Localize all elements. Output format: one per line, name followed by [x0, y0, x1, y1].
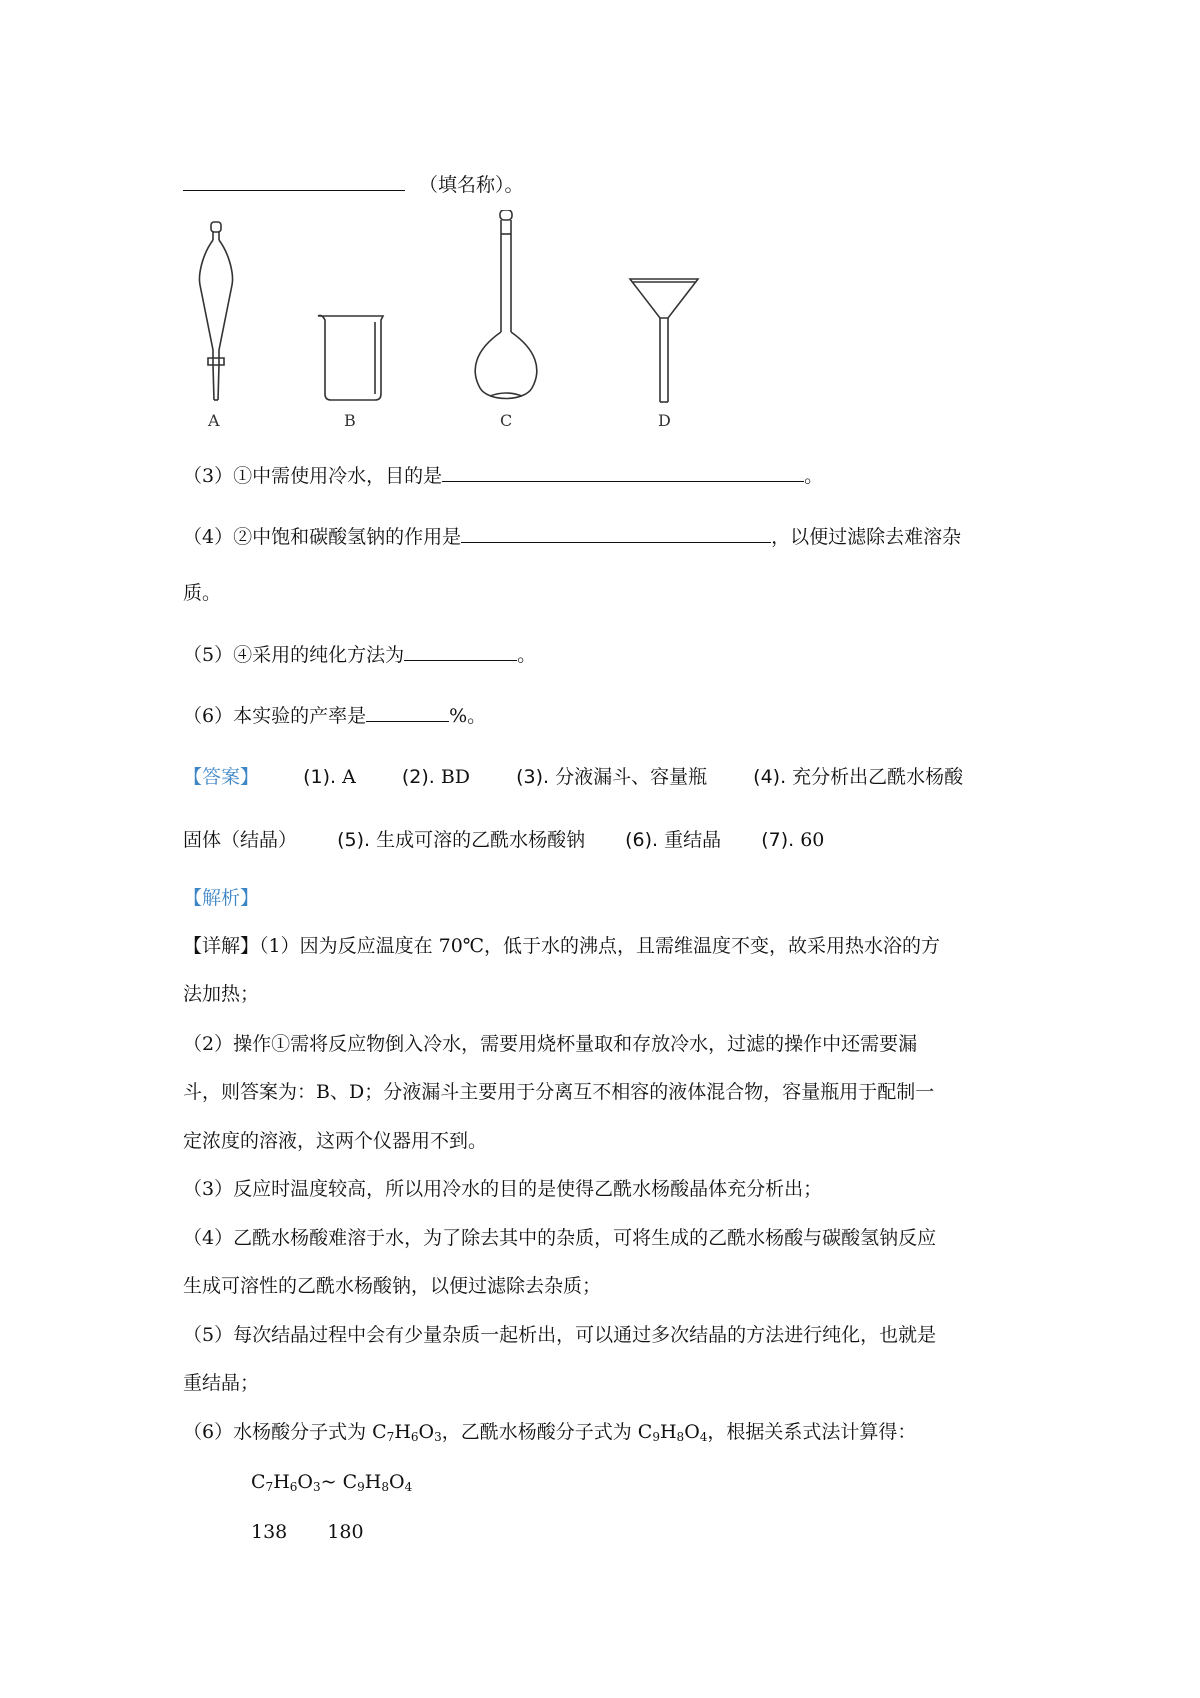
answer-2: BD: [440, 766, 471, 788]
label-d: D: [658, 411, 671, 430]
analysis-p5b: 重结晶；: [183, 1372, 260, 1394]
analysis-p5a: （5）每次结晶过程中会有少量杂质一起析出，可以通过多次结晶的方法进行纯化，也就是: [183, 1324, 937, 1346]
answer-num-5: (5).: [337, 829, 371, 851]
volumetric-flask-icon: [475, 210, 537, 399]
analysis-p4b: 生成可溶性的乙酰水杨酸钠，以便过滤除去杂质；: [183, 1275, 602, 1297]
q2-suffix: （填名称）。: [419, 174, 524, 196]
q3-blank[interactable]: [442, 461, 804, 482]
answer-3: 分液漏斗、容量瓶: [555, 766, 708, 788]
analysis-p6: [183, 1420, 916, 1444]
q4-line: [183, 522, 961, 549]
q4-cont-line: [183, 581, 221, 605]
q5-prefix: （5）④采用的纯化方法为: [183, 644, 405, 666]
q4-cont: 质。: [183, 582, 222, 604]
answer-num-6: (6).: [625, 829, 659, 851]
analysis-p3: （3）反应时温度较高，所以用冷水的目的是使得乙酰水杨酸晶体充分析出；: [183, 1178, 823, 1200]
separatory-funnel-icon: [200, 222, 233, 400]
mass-line: [251, 1520, 364, 1544]
q4-prefix: （4）②中饱和碳酸氢钠的作用是: [183, 526, 462, 548]
p6-text-c: O: [418, 1421, 435, 1443]
answer-num-2: (2).: [401, 766, 435, 788]
formula-text-c: O: [297, 1471, 313, 1493]
formula-sub-1: 7: [265, 1480, 274, 1494]
apparatus-figure: [170, 210, 770, 440]
analysis-tag: 【解析】: [183, 887, 260, 909]
p6-text-g: ，根据关系式法计算得：: [707, 1421, 917, 1443]
answer-1: A: [342, 766, 356, 788]
q4-suffix: ，以便过滤除去难溶杂: [771, 526, 962, 548]
q4-blank[interactable]: [461, 522, 771, 543]
analysis-p2b: 斗，则答案为：B、D；分液漏斗主要用于分离互不相容的液体混合物，容量瓶用于配制一: [183, 1081, 935, 1103]
p6-text-e: H: [659, 1421, 677, 1443]
answer-4-cont: 固体（结晶）: [183, 829, 298, 851]
beaker-icon: [318, 316, 383, 401]
answer-line-2: [183, 828, 824, 852]
p6-sub-5: 8: [676, 1430, 685, 1444]
q2-blank[interactable]: [183, 170, 405, 191]
p6-text-a: （6）水杨酸分子式为 C: [183, 1421, 387, 1443]
p6-sub-3: 3: [434, 1430, 442, 1444]
q6-suffix: %。: [449, 705, 487, 727]
analysis-p4a: （4）乙酰水杨酸难溶于水，为了除去其中的杂质，可将生成的乙酰水杨酸与碳酸氢钠反应: [183, 1227, 937, 1249]
answer-tag: 【答案】: [183, 766, 260, 788]
q6-line: [183, 701, 486, 728]
label-a: A: [208, 411, 220, 430]
mass-180: 180: [327, 1521, 364, 1543]
formula-text-d: ~ C: [320, 1471, 358, 1493]
p6-sub-1: 7: [386, 1430, 395, 1444]
q5-line: [183, 640, 536, 667]
formula-text-e: H: [364, 1471, 382, 1493]
answer-4: 充分析出乙酰水杨酸: [792, 766, 964, 788]
p6-sub-6: 4: [699, 1430, 708, 1444]
funnel-icon: [630, 279, 698, 402]
answer-num-3: (3).: [516, 766, 550, 788]
formula-sub-6: 4: [404, 1480, 413, 1494]
formula-text-a: C: [251, 1471, 266, 1493]
label-b: B: [344, 411, 356, 430]
answer-num-4: (4).: [753, 766, 787, 788]
q6-prefix: （6）本实验的产率是: [183, 705, 367, 727]
mass-138: 138: [251, 1521, 288, 1543]
q3-prefix: （3）①中需使用冷水，目的是: [183, 465, 443, 487]
p6-text-d: ，乙酰水杨酸分子式为 C: [441, 1421, 653, 1443]
label-c: C: [500, 411, 513, 430]
answer-line-1: [183, 765, 963, 789]
q6-blank[interactable]: [366, 701, 449, 722]
p6-sub-2: 6: [410, 1430, 419, 1444]
formula-line: [251, 1470, 412, 1494]
formula-sub-3: 3: [312, 1480, 321, 1494]
analysis-p2a: （2）操作①需将反应物倒入冷水，需要用烧杯量取和存放冷水，过滤的操作中还需要漏: [183, 1033, 918, 1055]
formula-sub-2: 6: [289, 1480, 298, 1494]
answer-num-7: (7).: [761, 829, 795, 851]
q3-suffix: 。: [804, 465, 824, 487]
q2-line: [183, 170, 524, 197]
p6-sub-4: 9: [652, 1430, 660, 1444]
q3-line: [183, 461, 823, 488]
analysis-p2c: 定浓度的溶液，这两个仪器用不到。: [183, 1130, 488, 1152]
answer-6: 重结晶: [664, 829, 722, 851]
p6-text-f: O: [684, 1421, 700, 1443]
answer-7: 60: [800, 829, 825, 851]
formula-text-f: O: [388, 1471, 405, 1493]
formula-sub-5: 8: [381, 1480, 389, 1494]
analysis-p1a: 【详解】（1）因为反应温度在 70℃，低于水的沸点，且需维温度不变，故采用热水浴的方: [183, 935, 941, 957]
formula-text-b: H: [273, 1471, 290, 1493]
p6-text-b: H: [394, 1421, 411, 1443]
analysis-p1b: 法加热；: [183, 983, 260, 1005]
answer-5: 生成可溶的乙酰水杨酸钠: [376, 829, 586, 851]
q5-suffix: 。: [517, 644, 537, 666]
formula-sub-4: 9: [357, 1480, 365, 1494]
q5-blank[interactable]: [404, 640, 517, 661]
answer-num-1: (1).: [303, 766, 337, 788]
